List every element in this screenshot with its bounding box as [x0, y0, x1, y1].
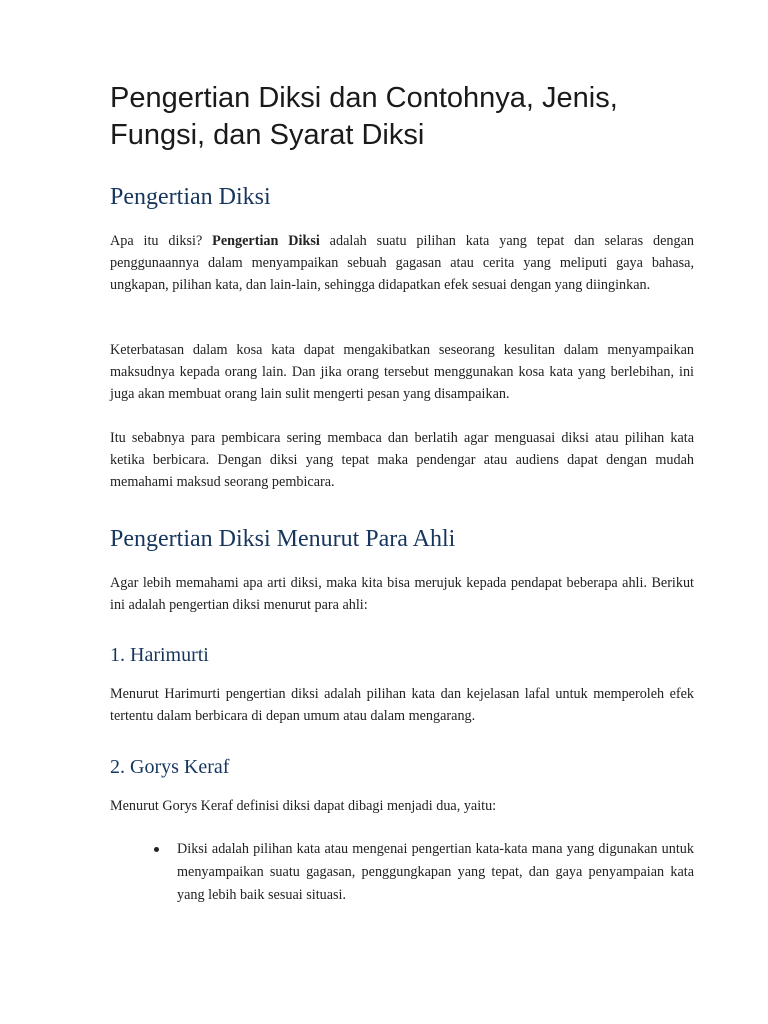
section-heading-pengertian-diksi: Pengertian Diksi — [110, 184, 271, 210]
document-title: Pengertian Diksi dan Contohnya, Jenis, Fungsi, dan Syarat Diksi — [110, 82, 618, 151]
paragraph-definition-bold-term: Pengertian Diksi — [212, 233, 320, 249]
bullet-list-gorys-keraf — [110, 838, 694, 907]
paragraph-definition — [110, 230, 694, 296]
paragraph-gorys-keraf: Menurut Gorys Keraf definisi diksi dapat dibagi menjadi dua, yaitu: — [110, 798, 497, 814]
bullet-dot-icon — [154, 847, 159, 852]
paragraph-vocabulary-limits: Keterbatasan dalam kosa kata dapat mengakibatkan seseorang kesulitan dalam menyampaikan maksudnya kepada orang lain. Dan jika orang tersebut menggunakan kosa kata yang berlebihan, ini juga akan membuat orang lain sulit mengerti pesan yang disampaikan. — [110, 342, 694, 402]
bullet-item — [110, 838, 694, 907]
paragraph-definition-lead: Apa itu diksi? — [110, 233, 213, 249]
subheading-gorys-keraf: 2. Gorys Keraf — [110, 756, 230, 778]
paragraph-harimurti: Menurut Harimurti pengertian diksi adalah pilihan kata dan kejelasan lafal untuk memperoleh efek tertentu dalam berbicara di depan umum atau dalam mengarang. — [110, 686, 694, 724]
paragraph-definition-rest: adalah suatu pilihan kata yang tepat dan selaras dengan penggunaannya dalam menyampaikan sebuah gagasan atau cerita yang meliputi gaya bahasa, ungkapan, pilihan kata, dan lain-lain, sehingga didapatkan efek sesuai dengan yang diinginkan. — [110, 233, 694, 293]
bullet-item-text: Diksi adalah pilihan kata atau mengenai pengertian kata-kata mana yang digunakan untuk menyampaikan suatu gagasan, penggungkapan yang tepat, dan gaya penyampaian kata yang lebih baik sesuai situasi. — [177, 841, 694, 903]
section-heading-menurut-para-ahli: Pengertian Diksi Menurut Para Ahli — [110, 526, 456, 552]
paragraph-speakers: Itu sebabnya para pembicara sering membaca dan berlatih agar menguasai diksi atau pilihan kata ketika berbicara. Dengan diksi yang tepat maka pendengar atau audiens dapat dengan mudah memahami maksud seorang pembicara. — [110, 430, 694, 490]
paragraph-experts-intro: Agar lebih memahami apa arti diksi, maka kita bisa merujuk kepada pendapat beberapa ahli. Berikut ini adalah pengertian diksi menurut para ahli: — [110, 575, 694, 613]
subheading-harimurti: 1. Harimurti — [110, 644, 209, 666]
